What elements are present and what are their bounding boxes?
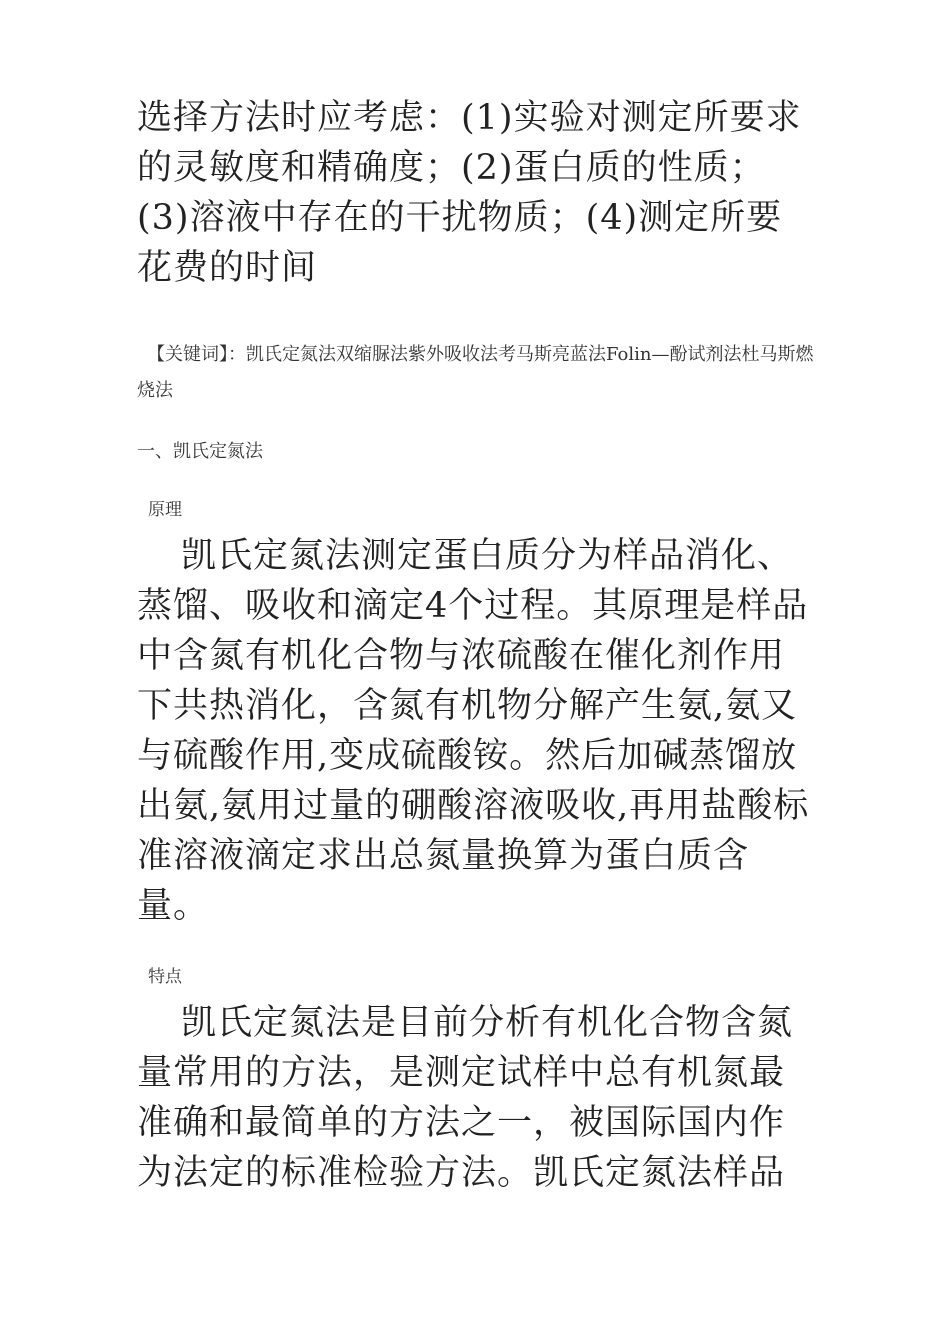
features-label: 特点 <box>148 967 182 987</box>
keywords-line: 【关键词】：凯氏定氮法双缩脲法紫外吸收法考马斯亮蓝法Folin—酚试剂法杜马斯燃烧法 <box>137 344 814 401</box>
principle-label: 原理 <box>148 500 182 520</box>
section-heading: 一、凯氏定氮法 <box>137 441 263 462</box>
principle-paragraph: 凯氏定氮法测定蛋白质分为样品消化、蒸馏、吸收和滴定4个过程。其原理是样品中含氮有机化合物与浓硫酸在催化剂作用下共热消化，含氮有机物分解产生氨,氨又与硫酸作用,变成硫酸铵。然后加碱蒸馏放出氨,氨用过量的硼酸溶液吸收,再用盐酸标准溶液滴定求出总氮量换算为蛋白质含量。 <box>137 536 810 926</box>
features-paragraph: 凯氏定氮法是目前分析有机化合物含氮量常用的方法，是测定试样中总有机氮最准确和最简单的方法之一，被国际国内作为法定的标准检验方法。凯氏定氮法样品 <box>137 1003 794 1193</box>
intro-paragraph: 选择方法时应考虑：(1)实验对测定所要求的灵敏度和精确度；(2)蛋白质的性质；(3)溶液中存在的干扰物质；(4)测定所要花费的时间 <box>137 98 802 288</box>
